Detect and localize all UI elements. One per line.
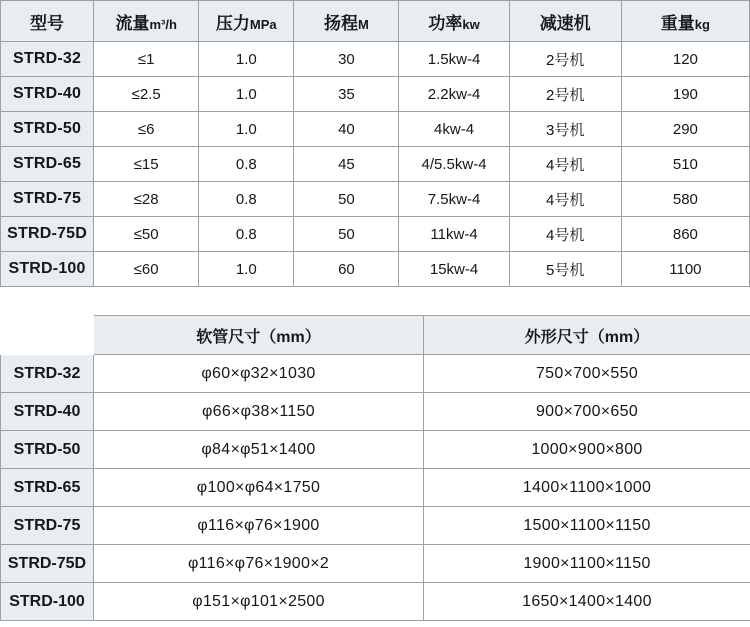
cell-pressure: 1.0 [199, 42, 294, 77]
cell-overall-size: 1400×1100×1000 [424, 469, 750, 507]
column-header-weight-unit: kg [694, 16, 710, 32]
cell-weight: 860 [621, 217, 749, 252]
cell-weight: 510 [621, 147, 749, 182]
table-row [1, 217, 750, 252]
cell-flow: ≤2.5 [94, 77, 199, 112]
column-header-power [399, 1, 509, 42]
column-header-corner [1, 316, 94, 355]
cell-power: 4/5.5kw-4 [399, 147, 509, 182]
cell-reducer: 2号机 [509, 42, 621, 77]
cell-head: 60 [294, 252, 399, 287]
column-header-reducer-label: 减速机 [539, 13, 591, 33]
cell-head: 35 [294, 77, 399, 112]
cell-model: STRD-75 [1, 507, 94, 545]
cell-model: STRD-75 [1, 182, 94, 217]
cell-model: STRD-100 [1, 252, 94, 287]
cell-flow: ≤50 [94, 217, 199, 252]
cell-power: 15kw-4 [399, 252, 509, 287]
table-dimensions [0, 315, 750, 621]
cell-model: STRD-40 [1, 77, 94, 112]
cell-reducer: 5号机 [509, 252, 621, 287]
cell-weight: 190 [621, 77, 749, 112]
cell-flow: ≤28 [94, 182, 199, 217]
cell-hose-size: φ151×φ101×2500 [94, 583, 424, 621]
table-row [1, 469, 750, 507]
cell-flow: ≤60 [94, 252, 199, 287]
cell-model: STRD-75D [1, 545, 94, 583]
column-header-head-unit: M [358, 16, 369, 32]
column-header-model-label: 型号 [30, 13, 65, 33]
cell-model: STRD-32 [1, 42, 94, 77]
table-header-row [1, 1, 750, 42]
cell-model: STRD-40 [1, 393, 94, 431]
cell-power: 4kw-4 [399, 112, 509, 147]
column-header-flow [94, 1, 199, 42]
cell-overall-size: 750×700×550 [424, 355, 750, 393]
cell-overall-size: 1000×900×800 [424, 431, 750, 469]
spacer-row [1, 288, 750, 315]
cell-weight: 1100 [621, 252, 749, 287]
cell-hose-size: φ60×φ32×1030 [94, 355, 424, 393]
column-header-flow-unit: m³/h [149, 16, 177, 32]
table-row [1, 42, 750, 77]
column-header-model [1, 1, 94, 42]
cell-hose-size: φ116×φ76×1900×2 [94, 545, 424, 583]
cell-pressure: 0.8 [199, 182, 294, 217]
table-row [1, 355, 750, 393]
cell-head: 50 [294, 217, 399, 252]
cell-pressure: 1.0 [199, 112, 294, 147]
cell-weight: 290 [621, 112, 749, 147]
cell-pressure: 1.0 [199, 252, 294, 287]
table-row [1, 147, 750, 182]
table-row [1, 545, 750, 583]
cell-power: 7.5kw-4 [399, 182, 509, 217]
cell-power: 2.2kw-4 [399, 77, 509, 112]
cell-power: 1.5kw-4 [399, 42, 509, 77]
table-specs [0, 0, 750, 287]
cell-head: 30 [294, 42, 399, 77]
cell-pressure: 0.8 [199, 147, 294, 182]
cell-model: STRD-32 [1, 355, 94, 393]
table-spacer [0, 287, 750, 315]
cell-model: STRD-65 [1, 147, 94, 182]
cell-overall-size: 900×700×650 [424, 393, 750, 431]
column-header-power-unit: kw [462, 16, 480, 32]
cell-hose-size: φ66×φ38×1150 [94, 393, 424, 431]
table-row [1, 507, 750, 545]
cell-reducer: 4号机 [509, 217, 621, 252]
cell-flow: ≤1 [94, 42, 199, 77]
table-row [1, 112, 750, 147]
column-header-head [294, 1, 399, 42]
spacer-cell [1, 288, 750, 315]
cell-head: 40 [294, 112, 399, 147]
column-header-reducer [509, 1, 621, 42]
cell-pressure: 0.8 [199, 217, 294, 252]
cell-flow: ≤15 [94, 147, 199, 182]
column-header-power-label: 功率 [428, 13, 463, 33]
cell-overall-size: 1650×1400×1400 [424, 583, 750, 621]
cell-weight: 120 [621, 42, 749, 77]
cell-model: STRD-75D [1, 217, 94, 252]
cell-model: STRD-50 [1, 112, 94, 147]
cell-model: STRD-100 [1, 583, 94, 621]
cell-model: STRD-50 [1, 431, 94, 469]
column-header-weight [621, 1, 749, 42]
column-header-hose-size: 软管尺寸（mm） [94, 316, 424, 355]
table-row [1, 393, 750, 431]
table-row [1, 182, 750, 217]
cell-reducer: 4号机 [509, 182, 621, 217]
column-header-pressure-label: 压力 [215, 13, 250, 33]
cell-model: STRD-65 [1, 469, 94, 507]
cell-hose-size: φ84×φ51×1400 [94, 431, 424, 469]
column-header-pressure-unit: MPa [249, 16, 277, 32]
cell-flow: ≤6 [94, 112, 199, 147]
cell-weight: 580 [621, 182, 749, 217]
cell-reducer: 2号机 [509, 77, 621, 112]
cell-pressure: 1.0 [199, 77, 294, 112]
column-header-flow-label: 流量 [115, 13, 150, 33]
cell-overall-size: 1900×1100×1150 [424, 545, 750, 583]
column-header-pressure [199, 1, 294, 42]
cell-head: 50 [294, 182, 399, 217]
table-row [1, 252, 750, 287]
table-row [1, 583, 750, 621]
cell-power: 11kw-4 [399, 217, 509, 252]
cell-reducer: 4号机 [509, 147, 621, 182]
column-header-head-label: 扬程 [324, 13, 358, 33]
cell-hose-size: φ100×φ64×1750 [94, 469, 424, 507]
cell-head: 45 [294, 147, 399, 182]
cell-reducer: 3号机 [509, 112, 621, 147]
column-header-weight-label: 重量 [660, 13, 695, 33]
cell-overall-size: 1500×1100×1150 [424, 507, 750, 545]
table-row [1, 77, 750, 112]
dimensions-header-row [1, 316, 750, 355]
table-row [1, 431, 750, 469]
column-header-overall-size: 外形尺寸（mm） [424, 316, 750, 355]
cell-hose-size: φ116×φ76×1900 [94, 507, 424, 545]
